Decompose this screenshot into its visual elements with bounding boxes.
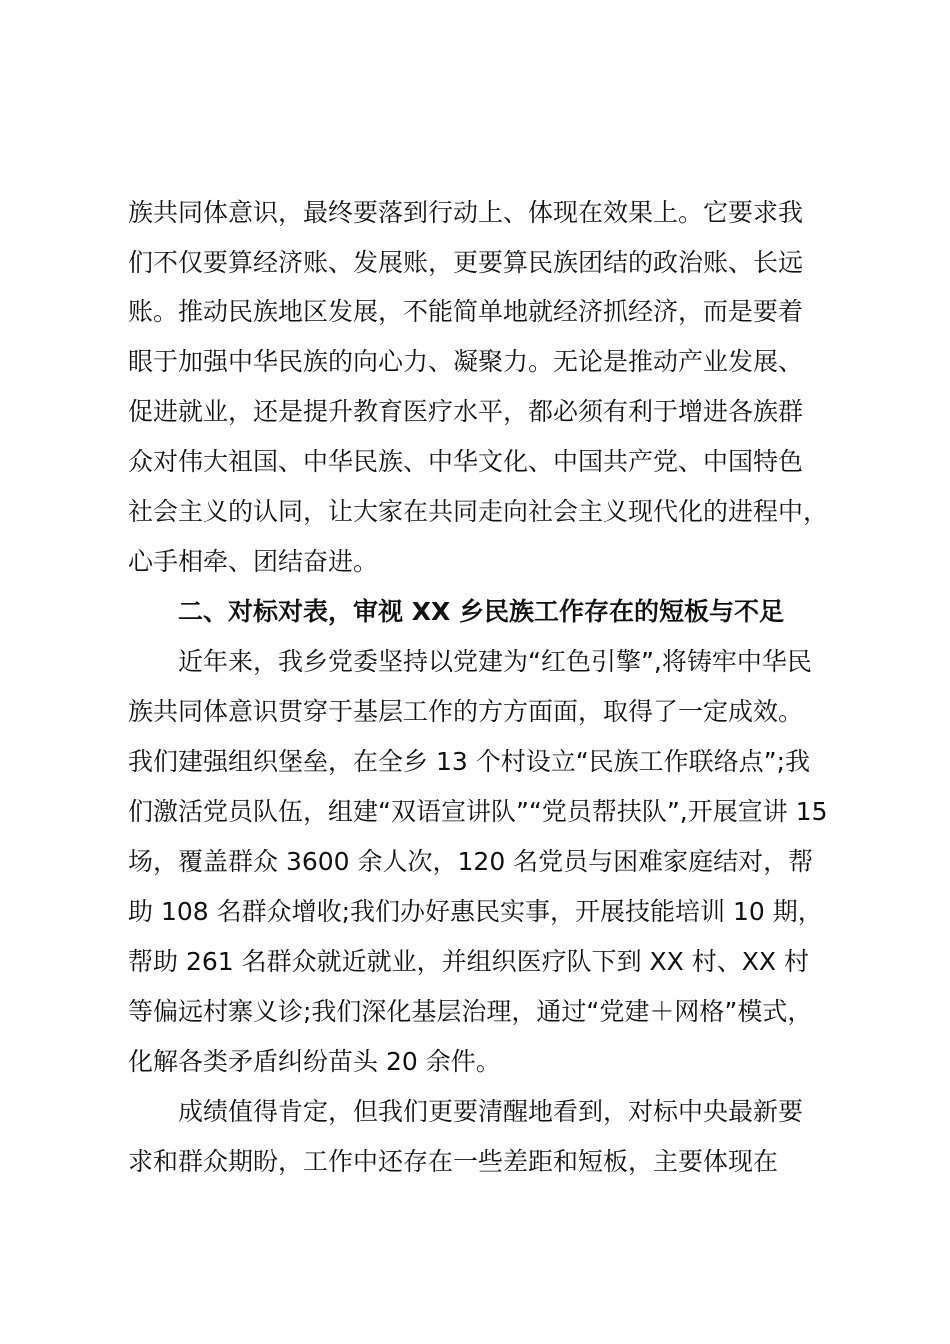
text-line: 成绩值得肯定，但我们更要清醒地看到，对标中央最新要 bbox=[178, 1097, 804, 1126]
text-line: 账。推动民族地区发展，不能简单地就经济抓经济，而是要着 bbox=[128, 297, 804, 326]
text-line: 场，覆盖群众 3600 余人次，120 名党员与困难家庭结对，帮 bbox=[128, 847, 814, 876]
text-line: 眼于加强中华民族的向心力、凝聚力。无论是推动产业发展、 bbox=[128, 347, 804, 376]
text-line: 众对伟大祖国、中华民族、中华文化、中国共产党、中国特色 bbox=[128, 447, 804, 476]
text-line: 族共同体意识，最终要落到行动上、体现在效果上。它要求我 bbox=[128, 198, 804, 227]
text-line: 等偏远村寨义诊;我们深化基层治理，通过“党建＋网格”模式， bbox=[128, 997, 813, 1026]
text-line: 化解各类矛盾纠纷苗头 20 余件。 bbox=[128, 1047, 501, 1076]
text-line: 心手相牵、团结奋进。 bbox=[128, 547, 379, 576]
text-line: 们不仅要算经济账、发展账，更要算民族团结的政治账、长远 bbox=[128, 248, 804, 277]
text-line: 近年来，我乡党委坚持以党建为“红色引擎”,将铸牢中华民 bbox=[178, 647, 812, 676]
text-line: 族共同体意识贯穿于基层工作的方方面面，取得了一定成效。 bbox=[128, 697, 804, 726]
text-line: 我们建强组织堡垒，在全乡 13 个村设立“民族工作联络点”;我 bbox=[128, 747, 811, 776]
text-line: 助 108 名群众增收;我们办好惠民实事，开展技能培训 10 期， bbox=[128, 897, 823, 926]
text-line: 求和群众期盼，工作中还存在一些差距和短板，主要体现在 bbox=[128, 1147, 779, 1176]
text-line: 社会主义的认同，让大家在共同走向社会主义现代化的进程中， bbox=[128, 497, 829, 526]
text-line: 们激活党员队伍，组建“双语宣讲队”“党员帮扶队”,开展宣讲 15 bbox=[128, 797, 828, 826]
section-heading: 二、对标对表，审视 XX 乡民族工作存在的短板与不足 bbox=[178, 597, 784, 626]
text-line: 促进就业，还是提升教育医疗水平，都必须有利于增进各族群 bbox=[128, 397, 804, 426]
text-line: 帮助 261 名群众就近就业，并组织医疗队下到 XX 村、XX 村 bbox=[128, 947, 809, 976]
